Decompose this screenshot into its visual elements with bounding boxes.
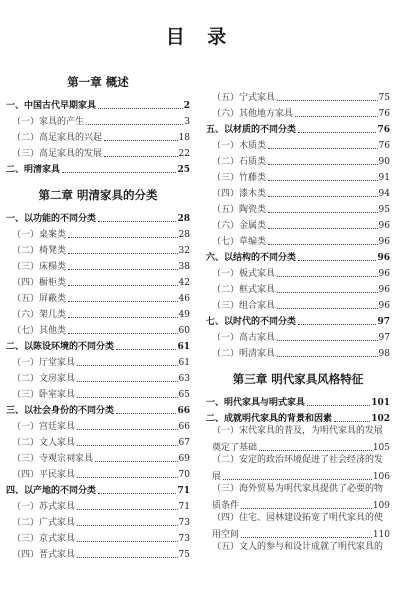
page-number: 91 bbox=[378, 173, 390, 183]
dot-leader bbox=[98, 493, 176, 494]
dot-leader bbox=[277, 340, 378, 341]
toc-subsection-entry[interactable] bbox=[6, 225, 190, 241]
toc-subsection-entry[interactable] bbox=[206, 104, 390, 120]
page-number: 60 bbox=[178, 326, 190, 336]
dot-leader bbox=[77, 477, 178, 478]
toc-entry-text: （一）木质类 bbox=[212, 141, 267, 151]
toc-subsection-entry[interactable] bbox=[6, 128, 190, 144]
dot-leader bbox=[277, 276, 378, 277]
toc-subsection-entry[interactable] bbox=[6, 273, 190, 289]
toc-entry-text: （二）框式家具 bbox=[212, 285, 276, 295]
page-number: 75 bbox=[378, 93, 390, 103]
dot-leader bbox=[116, 413, 176, 414]
toc-entry-continuation bbox=[212, 525, 390, 541]
page-number: 76 bbox=[378, 141, 390, 151]
dot-leader bbox=[68, 269, 178, 270]
dot-leader bbox=[77, 541, 178, 542]
toc-subsection-entry[interactable] bbox=[6, 144, 190, 160]
toc-entry-text: 五、以材质的不同分类 bbox=[206, 125, 297, 135]
toc-subsection-entry-multiline[interactable] bbox=[206, 483, 390, 512]
toc-section-entry[interactable] bbox=[6, 96, 190, 112]
page-number: 96 bbox=[378, 221, 390, 231]
toc-entry-text: （三）卧室家具 bbox=[12, 390, 76, 400]
toc-section-entry[interactable] bbox=[206, 312, 390, 328]
dot-leader bbox=[295, 116, 378, 117]
dot-leader bbox=[77, 429, 178, 430]
dot-leader bbox=[104, 140, 178, 141]
toc-entry-text: （一）家具的产生 bbox=[12, 117, 85, 127]
toc-entry-text: （二）高足家具的兴起 bbox=[12, 133, 103, 143]
toc-entry-text: （三）高足家具的发展 bbox=[12, 149, 103, 159]
toc-entry-text: 一、明代家具与明式家具 bbox=[206, 398, 306, 408]
dot-leader bbox=[86, 124, 183, 125]
dot-leader bbox=[298, 260, 376, 261]
toc-subsection-entry[interactable] bbox=[206, 152, 390, 168]
toc-entry-text-line1: （四）住宅、园林建设拓宽了明代家具的使 bbox=[212, 513, 384, 523]
toc-subsection-entry[interactable] bbox=[6, 305, 190, 321]
page-number: 97 bbox=[377, 317, 390, 327]
toc-entry-text: （四）橱柜类 bbox=[12, 278, 67, 288]
toc-section-entry[interactable] bbox=[206, 248, 390, 264]
page-number: 18 bbox=[178, 133, 190, 143]
page-number: 38 bbox=[178, 262, 190, 272]
dot-leader bbox=[268, 180, 378, 181]
toc-section-entry[interactable] bbox=[6, 481, 190, 497]
toc-entry-text: （五）宁式家具 bbox=[212, 93, 276, 103]
page-number: 101 bbox=[371, 398, 390, 408]
toc-subsection-entry[interactable] bbox=[6, 385, 190, 401]
toc-subsection-entry[interactable] bbox=[6, 449, 190, 465]
page-number: 61 bbox=[177, 342, 190, 352]
toc-subsection-entry[interactable] bbox=[206, 280, 390, 296]
dot-leader bbox=[77, 509, 178, 510]
toc-entry-text: （三）京式家具 bbox=[12, 534, 76, 544]
page-number: 49 bbox=[178, 310, 190, 320]
page-number: 67 bbox=[178, 438, 190, 448]
toc-subsection-entry[interactable] bbox=[6, 545, 190, 561]
toc-subsection-entry-multiline[interactable] bbox=[206, 512, 390, 541]
toc-subsection-entry[interactable] bbox=[206, 216, 390, 232]
toc-entry-text: （一）苏式家具 bbox=[12, 502, 76, 512]
dot-leader bbox=[68, 253, 178, 254]
toc-section-entry[interactable] bbox=[206, 393, 390, 409]
toc-entry-text: （一）板式家具 bbox=[212, 269, 276, 279]
dot-leader bbox=[334, 421, 370, 422]
dot-leader bbox=[77, 365, 178, 366]
page-number: 90 bbox=[378, 157, 390, 167]
page-number: 95 bbox=[378, 205, 390, 215]
chapter-2-title: 第二章 明清家具的分类 bbox=[38, 188, 158, 202]
dot-leader bbox=[68, 317, 178, 318]
page-number: 73 bbox=[178, 518, 190, 528]
chapter-3-entries bbox=[206, 393, 390, 425]
toc-subsection-entry[interactable] bbox=[6, 417, 190, 433]
page-number: 3 bbox=[184, 117, 190, 127]
toc-section-entry[interactable] bbox=[206, 409, 390, 425]
page-number: 71 bbox=[178, 502, 190, 512]
page-number: 96 bbox=[377, 253, 390, 263]
toc-entry-text: 二、明清家具 bbox=[6, 165, 61, 175]
toc-entry-text-line1: （二）安定的政治环境促进了社会经济的发 bbox=[212, 455, 384, 465]
page-number: 66 bbox=[178, 422, 190, 432]
toc-entry-text: （二）广式家具 bbox=[12, 518, 76, 528]
toc-entry-continuation bbox=[212, 496, 390, 512]
dot-leader bbox=[268, 228, 378, 229]
toc-entry-text: 六、以结构的不同分类 bbox=[206, 253, 297, 263]
toc-entry-text: 一、以功能的不同分类 bbox=[6, 214, 97, 224]
toc-entry-text-line1: （三）海外贸易为明代家具提供了必要的物 bbox=[212, 484, 384, 494]
toc-entry-text: （一）宫廷家具 bbox=[12, 422, 76, 432]
toc-entry-text: （六）架几类 bbox=[12, 310, 67, 320]
page-number: 65 bbox=[178, 390, 190, 400]
toc-entry-text-line2: 质条件 bbox=[212, 501, 240, 511]
toc-entry-text: 四、以产地的不同分类 bbox=[6, 486, 97, 496]
toc-subsection-entry[interactable] bbox=[6, 529, 190, 545]
toc-entry-text: （三）床榻类 bbox=[12, 262, 67, 272]
toc-subsection-entry[interactable] bbox=[6, 241, 190, 257]
page-title: 目 录 bbox=[165, 26, 235, 48]
toc-subsection-entry[interactable] bbox=[206, 264, 390, 280]
page-number: 109 bbox=[372, 501, 390, 511]
dot-leader bbox=[77, 525, 178, 526]
page-number: 70 bbox=[178, 470, 190, 480]
toc-entry-text: （一）厅堂家具 bbox=[12, 358, 76, 368]
toc-entry-text: （四）漆木类 bbox=[212, 189, 267, 199]
toc-entry-text: 二、以陈设环境的不同分类 bbox=[6, 342, 115, 352]
toc-section-entry[interactable] bbox=[206, 120, 390, 136]
toc-subsection-entry[interactable] bbox=[206, 168, 390, 184]
dot-leader bbox=[95, 461, 178, 462]
toc-subsection-entry[interactable] bbox=[206, 184, 390, 200]
toc-entry-text: （七）其他类 bbox=[12, 326, 67, 336]
toc-section-entry[interactable] bbox=[6, 160, 190, 176]
toc-section-entry[interactable] bbox=[6, 209, 190, 225]
toc-subsection-entry[interactable] bbox=[206, 328, 390, 344]
dot-leader bbox=[268, 196, 378, 197]
toc-entry-text: （一）高古家具 bbox=[212, 333, 276, 343]
toc-entry-text: 三、以社会身份的不同分类 bbox=[6, 406, 115, 416]
dot-leader bbox=[298, 324, 376, 325]
toc-subsection-entry[interactable] bbox=[206, 232, 390, 248]
dot-leader bbox=[268, 164, 378, 165]
dot-leader bbox=[268, 244, 378, 245]
dot-leader bbox=[268, 212, 378, 213]
toc-subsection-entry[interactable] bbox=[206, 296, 390, 312]
dot-leader bbox=[116, 349, 176, 350]
toc-entry-text: （二）文人家具 bbox=[12, 438, 76, 448]
dot-leader bbox=[307, 405, 370, 406]
page-number: 69 bbox=[178, 454, 190, 464]
page-number: 96 bbox=[378, 285, 390, 295]
toc-entry-text: （二）文房家具 bbox=[12, 374, 76, 384]
page-number: 28 bbox=[177, 214, 190, 224]
toc-entry-text: （三）寺观宗祠家具 bbox=[12, 454, 94, 464]
page-number: 46 bbox=[178, 294, 190, 304]
toc-subsection-entry-multiline[interactable] bbox=[206, 454, 390, 483]
dot-leader bbox=[77, 557, 178, 558]
toc-entry-text: （三）竹藤类 bbox=[212, 173, 267, 183]
toc-entry-text: （六）其他地方家具 bbox=[212, 109, 294, 119]
toc-entry-text: （二）椅凳类 bbox=[12, 246, 67, 256]
toc-entry-text: （二）石质类 bbox=[212, 157, 267, 167]
dot-leader bbox=[277, 308, 378, 309]
dot-leader bbox=[77, 397, 178, 398]
chapter-3-title: 第三章 明代家具风格特征 bbox=[232, 372, 364, 386]
toc-subsection-entry[interactable] bbox=[6, 289, 190, 305]
dot-leader bbox=[277, 292, 378, 293]
dot-leader bbox=[104, 156, 178, 157]
toc-subsection-entry[interactable] bbox=[6, 321, 190, 337]
page-number: 63 bbox=[178, 374, 190, 384]
page-number: 97 bbox=[378, 333, 390, 343]
page-number: 73 bbox=[178, 534, 190, 544]
toc-subsection-entry[interactable] bbox=[206, 136, 390, 152]
toc-subsection-entry[interactable] bbox=[6, 433, 190, 449]
toc-entry-text-line2: 展 bbox=[212, 472, 222, 482]
toc-section-entry[interactable] bbox=[6, 401, 190, 417]
page-number: 25 bbox=[177, 165, 190, 175]
page-number: 105 bbox=[372, 443, 390, 453]
dot-leader bbox=[241, 537, 372, 538]
dot-leader bbox=[223, 479, 372, 480]
toc-entry-text: （四）平民家具 bbox=[12, 470, 76, 480]
page-number: 75 bbox=[178, 550, 190, 560]
toc-entry-text: （七）草编类 bbox=[212, 237, 267, 247]
dot-leader bbox=[98, 221, 176, 222]
dot-leader bbox=[77, 445, 178, 446]
chapter-2-entries bbox=[6, 209, 190, 561]
toc-section-entry[interactable] bbox=[6, 337, 190, 353]
toc-subsection-entry[interactable] bbox=[206, 88, 390, 104]
toc-subsection-entry[interactable] bbox=[6, 465, 190, 481]
page-number: 76 bbox=[378, 109, 390, 119]
dot-leader bbox=[77, 381, 178, 382]
toc-subsection-entry[interactable] bbox=[6, 497, 190, 513]
toc-entry-text: 二、成就明代家具的背景和因素 bbox=[206, 414, 333, 424]
toc-entry-text: （四）晋式家具 bbox=[12, 550, 76, 560]
page-number: 96 bbox=[378, 301, 390, 311]
dot-leader bbox=[277, 356, 378, 357]
chapter-1-entries bbox=[6, 96, 190, 176]
toc-subsection-entry[interactable] bbox=[206, 344, 390, 360]
page-number: 96 bbox=[378, 237, 390, 247]
page-number: 28 bbox=[178, 230, 190, 240]
page-number: 76 bbox=[377, 125, 390, 135]
toc-entry-text: （二）明清家具 bbox=[212, 349, 276, 359]
toc-subsection-entry[interactable] bbox=[6, 513, 190, 529]
page-number: 22 bbox=[178, 149, 190, 159]
page-number: 96 bbox=[378, 269, 390, 279]
page-number: 102 bbox=[371, 414, 390, 424]
toc-entry-text: 一、中国古代早期家具 bbox=[6, 101, 97, 111]
dot-leader bbox=[259, 450, 372, 451]
dot-leader bbox=[98, 108, 183, 109]
toc-entry-text-line1: （一）宋代家具的普及，为明代家具的发展 bbox=[212, 426, 384, 436]
page-number: 106 bbox=[372, 472, 390, 482]
toc-entry-text-line2: 奠定了基础 bbox=[212, 443, 258, 453]
page-number: 42 bbox=[178, 278, 190, 288]
toc-entry-text: （六）金属类 bbox=[212, 221, 267, 231]
page-number: 71 bbox=[177, 486, 190, 496]
page-number: 94 bbox=[378, 189, 390, 199]
dot-leader bbox=[298, 132, 376, 133]
toc-subsection-entry-multiline[interactable] bbox=[206, 541, 390, 554]
dot-leader bbox=[241, 508, 372, 509]
dot-leader bbox=[68, 237, 178, 238]
dot-leader bbox=[68, 333, 178, 334]
dot-leader bbox=[268, 148, 378, 149]
page-number: 61 bbox=[178, 358, 190, 368]
dot-leader bbox=[62, 172, 176, 173]
toc-subsection-entry[interactable] bbox=[6, 353, 190, 369]
toc-entry-continuation bbox=[212, 438, 390, 454]
page-number: 98 bbox=[378, 349, 390, 359]
chapter-1-title: 第一章 概述 bbox=[67, 75, 129, 89]
chapter-3-multiline-entries bbox=[206, 425, 390, 554]
toc-entry-text: （五）屏蔽类 bbox=[12, 294, 67, 304]
toc-subsection-entry[interactable] bbox=[6, 257, 190, 273]
page-number: 2 bbox=[183, 101, 190, 111]
left-column bbox=[6, 74, 190, 561]
page-number: 32 bbox=[178, 246, 190, 256]
toc-subsection-entry-multiline[interactable] bbox=[206, 425, 390, 454]
dot-leader bbox=[277, 100, 378, 101]
toc-entry-continuation bbox=[212, 467, 390, 483]
toc-entry-text: 七、以时代的不同分类 bbox=[206, 317, 297, 327]
toc-subsection-entry[interactable] bbox=[6, 112, 190, 128]
toc-subsection-entry[interactable] bbox=[206, 200, 390, 216]
toc-entry-text: （一）桌案类 bbox=[12, 230, 67, 240]
toc-entry-text-line2: 用空间 bbox=[212, 530, 240, 540]
page-number: 110 bbox=[372, 530, 390, 540]
toc-subsection-entry[interactable] bbox=[6, 369, 190, 385]
dot-leader bbox=[68, 301, 178, 302]
toc-entry-text: （三）组合家具 bbox=[212, 301, 276, 311]
toc-entry-text-line1: （五）文人的参与和设计成就了明代家具的 bbox=[212, 542, 384, 552]
page-number: 66 bbox=[177, 406, 190, 416]
dot-leader bbox=[68, 285, 178, 286]
toc-entry-text: （五）陶瓷类 bbox=[212, 205, 267, 215]
right-column bbox=[206, 88, 390, 554]
chapter-2-entries-continued bbox=[206, 88, 390, 360]
